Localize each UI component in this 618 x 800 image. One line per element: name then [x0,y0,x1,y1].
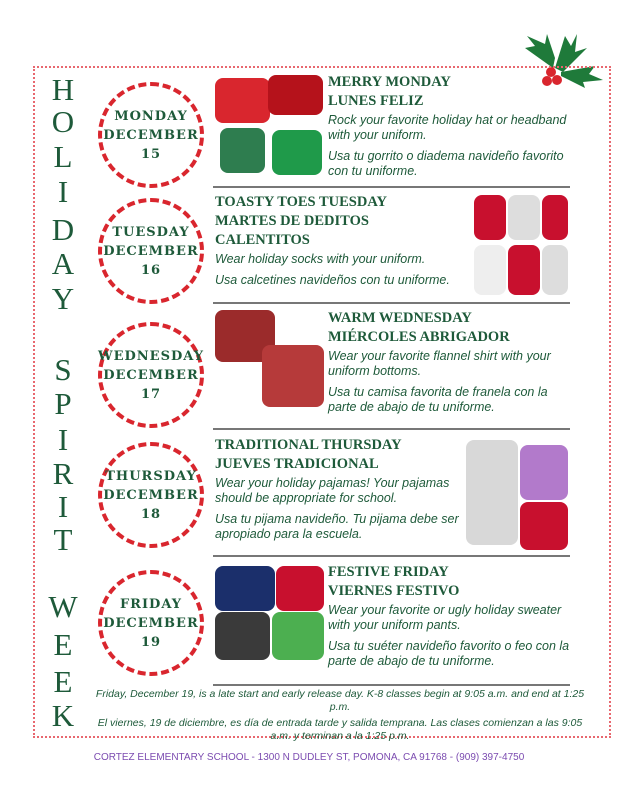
clothing-image [215,78,270,123]
clothing-image [466,440,518,545]
day-badge-wednesday [98,322,204,428]
desc-en: Wear holiday socks with your uniform. [215,252,426,266]
day-badge-monday [98,82,204,188]
theme-block [215,193,465,294]
desc-en: Wear your holiday pajamas! Your pajamas should be appropriate for school. [215,476,450,505]
desc-es: Usa tu pijama navideño. Tu pijama debe ser apropiado para la escuela. [215,512,459,541]
theme-title-en: MERRY MONDAY [328,74,451,90]
clothing-image [268,75,323,115]
clothing-image [542,245,568,295]
release-notes [88,688,592,746]
clothing-image [520,445,568,500]
title-letter: I [57,489,69,524]
day-badge-friday [98,570,204,676]
desc-en: Wear your favorite flannel shirt with your uniform bottoms. [328,349,551,378]
title-letter: K [51,698,75,733]
clothing-image [220,128,265,173]
badge-day: TUESDAY [112,224,190,240]
title-letter: O [51,104,75,139]
desc-es: Usa tu gorrito o diadema navideño favorito con tu uniforme. [328,149,564,178]
theme-block [328,309,573,421]
clothing-image [262,345,324,407]
divider [213,302,570,304]
title-letter: I [57,174,69,209]
desc-en: Wear your favorite or ugly holiday sweater with your uniform pants. [328,603,562,632]
clothing-image [542,195,568,240]
title-letter: P [54,386,72,421]
title-letter: H [51,72,75,107]
theme-title-es: JUEVES TRADICIONAL [215,456,379,472]
desc-es: Usa tu suéter navideño favorito o feo con la parte de abajo de tu uniforme. [328,639,570,668]
school-footer: CORTEZ ELEMENTARY SCHOOL - 1300 N DUDLEY ST, POMONA, CA 91768 - (909) 397-4750 [93,752,525,763]
theme-title-es: MIÉRCOLES ABRIGADOR [328,329,510,345]
divider [213,428,570,430]
title-letter: D [51,212,75,247]
badge-month: DECEMBER [103,243,199,259]
title-letter: T [53,522,73,557]
badge-date: 17 [140,386,162,402]
clothing-image [215,612,270,660]
badge-month: DECEMBER [103,367,199,383]
badge-date: 18 [140,506,162,522]
title-letter: W [48,589,78,624]
title-letter: S [54,352,72,387]
title-letter: E [53,627,73,662]
badge-month: DECEMBER [103,127,199,143]
title-letter: Y [51,281,75,316]
clothing-image [215,566,275,611]
desc-es: Usa calcetines navideños con tu uniforme. [215,273,450,287]
clothing-image [272,130,322,175]
title-letter: A [51,246,75,281]
divider [213,555,570,557]
badge-day: THURSDAY [105,468,197,484]
title-letter: I [57,422,69,457]
theme-block [328,73,573,185]
badge-month: DECEMBER [103,487,199,503]
desc-es: Usa tu camisa favorita de franela con la parte de abajo de tu uniforme. [328,385,548,414]
badge-day: WEDNESDAY [98,348,204,364]
theme-title-es: MARTES DE DEDITOS CALENTITOS [215,213,369,248]
desc-en: Rock your favorite holiday hat or headband with your uniform. [328,113,567,142]
theme-title-en: TOASTY TOES TUESDAY [215,194,387,210]
clothing-image [474,195,506,240]
theme-title-en: FESTIVE FRIDAY [328,564,449,580]
badge-date: 19 [140,634,162,650]
day-badge-thursday [98,442,204,548]
note-spanish: El viernes, 19 de diciembre, es día de entrada tarde y salida temprana. Las clases comienzan a las 9:05 a.m. y terminan a la 1:25 p.m. [97,717,583,742]
badge-day: FRIDAY [119,596,183,612]
clothing-image [520,502,568,550]
theme-title-en: WARM WEDNESDAY [328,310,472,326]
title-letter: R [52,456,74,491]
title-letter: E [53,664,73,699]
title-letter: L [53,139,73,174]
divider [213,684,570,686]
note-english: Friday, December 19, is a late start and early release day. K-8 classes begin at 9:05 a.m. and end at 1:25 p.m. [95,688,585,713]
divider [213,186,570,188]
badge-day: MONDAY [114,108,188,124]
clothing-image [276,566,324,611]
theme-title-en: TRADITIONAL THURSDAY [215,437,402,453]
theme-block [328,563,573,675]
theme-title-es: VIERNES FESTIVO [328,583,460,599]
day-badge-tuesday [98,198,204,304]
theme-block [215,436,460,548]
clothing-image [508,245,540,295]
theme-title-es: LUNES FELIZ [328,93,424,109]
clothing-image [474,245,506,295]
clothing-image [272,612,324,660]
clothing-image [508,195,540,240]
badge-date: 16 [140,262,162,278]
badge-date: 15 [140,146,162,162]
badge-month: DECEMBER [103,615,199,631]
